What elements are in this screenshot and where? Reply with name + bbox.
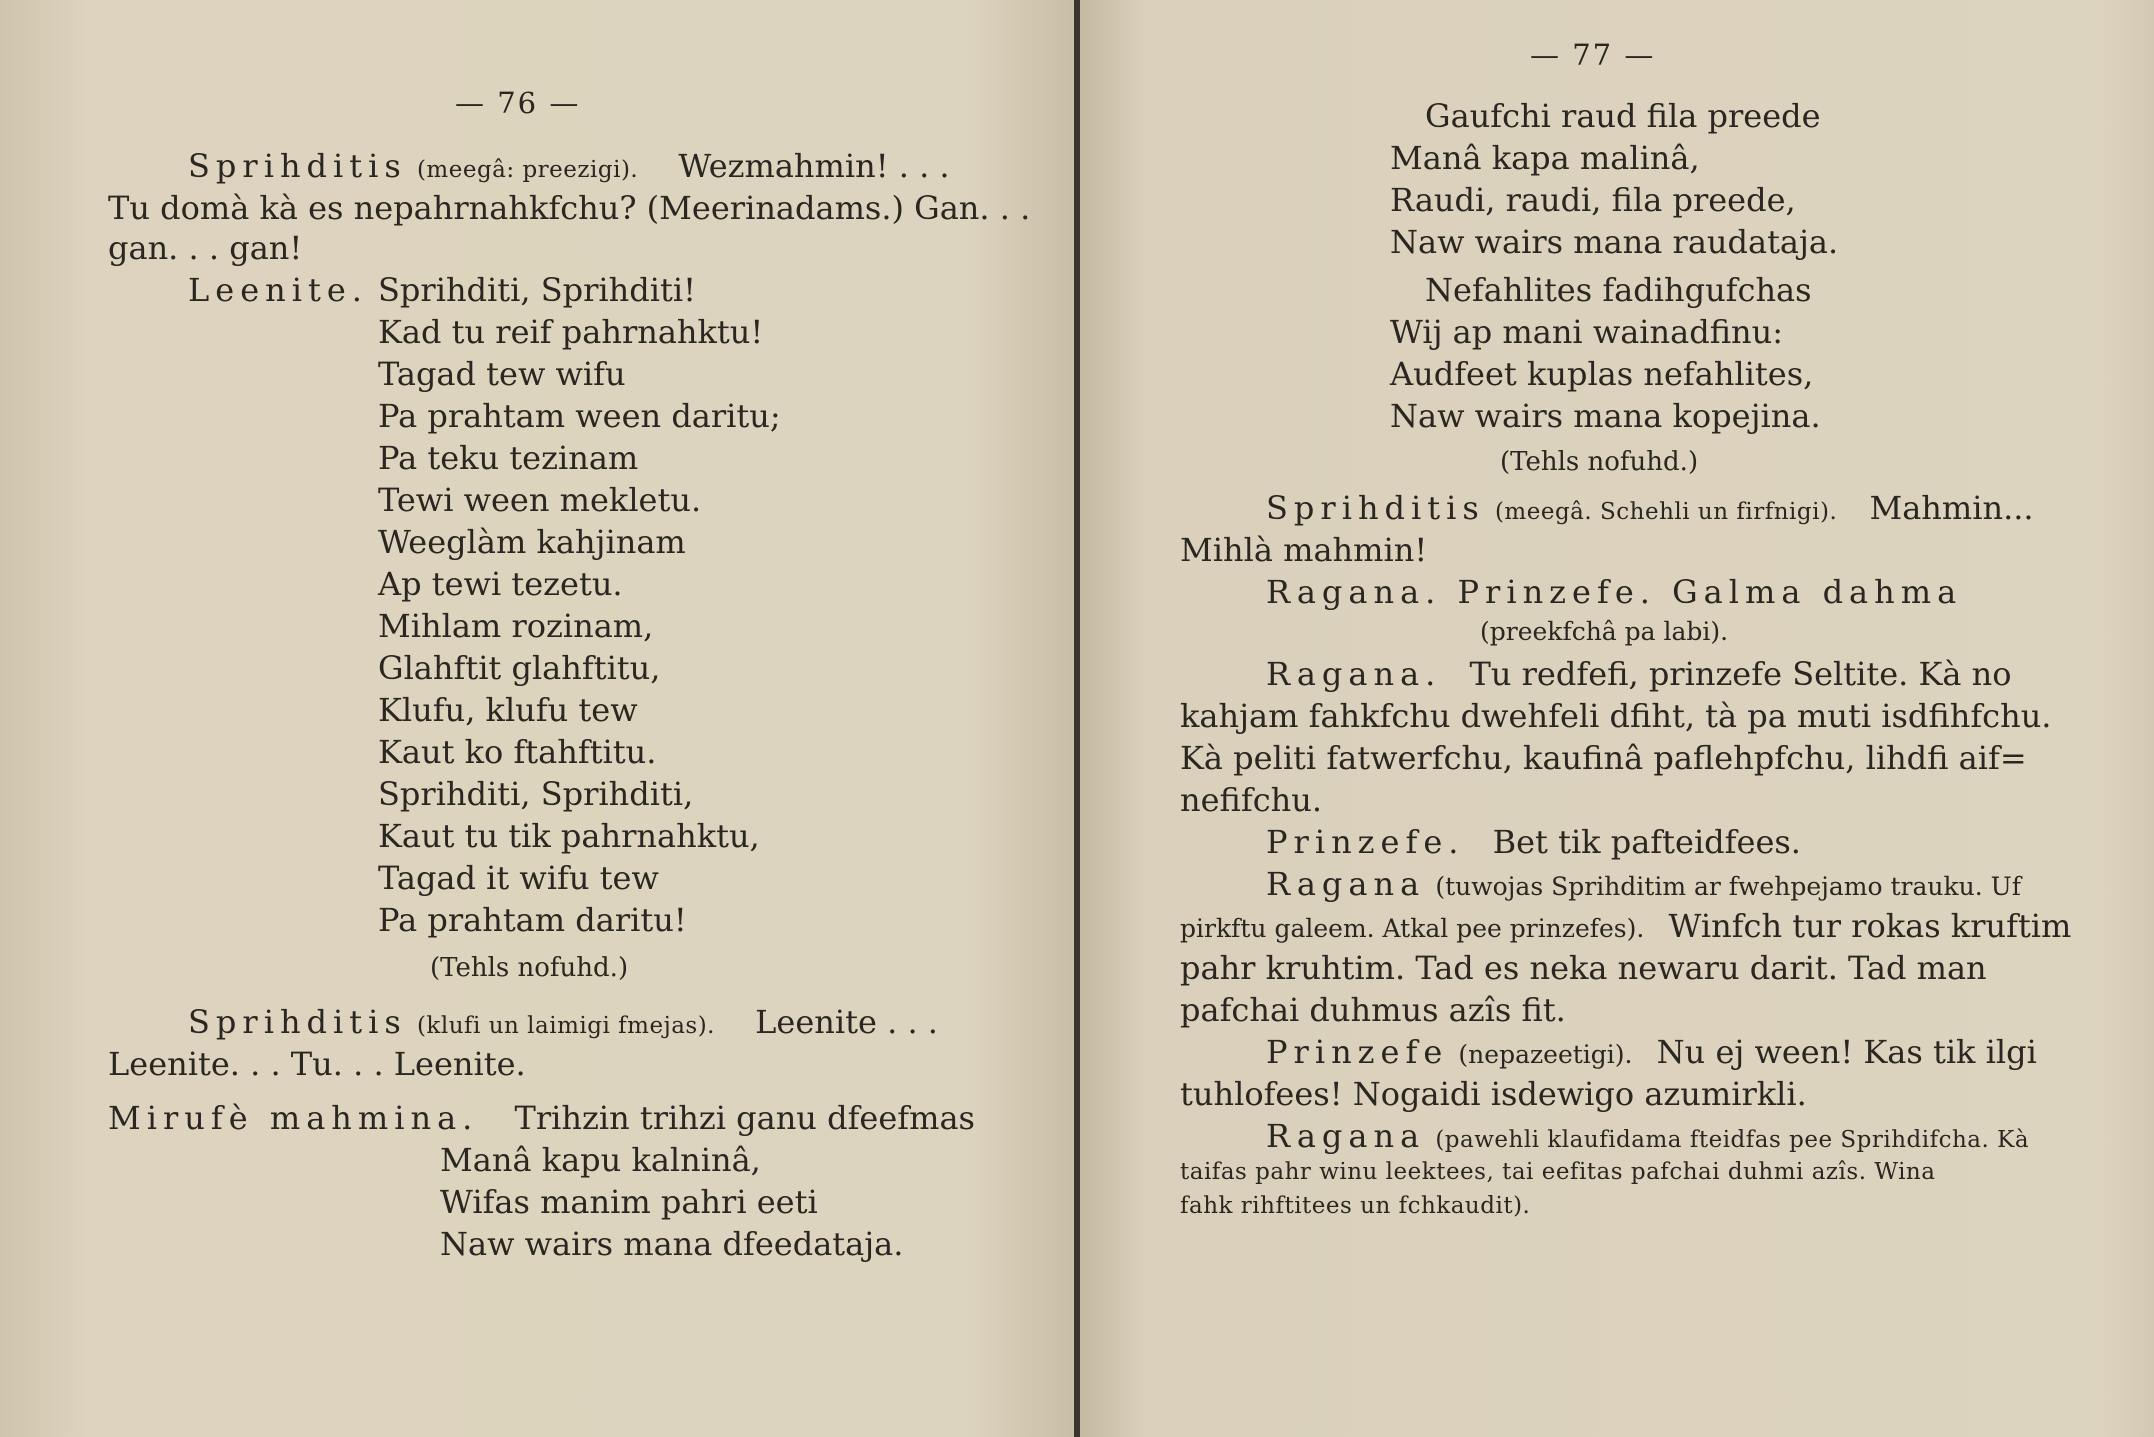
text-line	[188, 270, 368, 310]
text-line: pahr kruhtim. Tad es neka newaru darit. Tad man	[1180, 949, 1987, 987]
speaker-name: Sprihditis	[188, 147, 407, 185]
verse-line: Sprihditi, Sprihditi,	[378, 775, 694, 813]
stage-direction: (preekfchâ pa labi).	[1480, 617, 1729, 646]
verse-line: Glahftit glahftitu,	[378, 649, 661, 687]
speaker-name: Ragana	[1266, 865, 1426, 903]
stage-direction: (meegâ. Schehli un firfnigi).	[1494, 499, 1838, 525]
stage-direction: (Tehls nofuhd.)	[1500, 447, 1699, 477]
line-text: Wezmahmin! . . .	[678, 147, 950, 185]
stage-direction: (klufi un laimigi fmejas).	[416, 1013, 715, 1039]
line-text: Nu ej ween! Kas tik ilgi	[1656, 1033, 2037, 1071]
line-text: Mahmin...	[1869, 489, 2034, 527]
verse-line: Pa prahtam daritu!	[378, 901, 687, 939]
verse-line: Naw wairs mana dfeedataja.	[440, 1225, 904, 1263]
stage-direction: (Tehls nofuhd.)	[430, 953, 629, 983]
line-text: Winfch tur rokas kruftim	[1668, 907, 2072, 945]
verse-line: Manâ kapu kalninâ,	[440, 1141, 761, 1179]
text-line	[1180, 906, 2071, 949]
verse-line: Klufu, klufu tew	[378, 691, 638, 729]
text-line: gan. . . gan!	[108, 229, 303, 267]
stage-direction: pirkftu galeem. Atkal pee prinzefes).	[1180, 914, 1645, 943]
speaker-name: Prinzefe.	[1266, 823, 1465, 861]
text-line: tuhlofees! Nogaidi isdewigo azumirkli.	[1180, 1075, 1807, 1113]
text-line: Leenite. . . Tu. . . Leenite.	[108, 1045, 526, 1083]
verse-line: Wifas manim pahri eeti	[440, 1183, 818, 1221]
stage-direction: (pawehli klaufidama fteidfas pee Sprihdifcha. Kà	[1435, 1127, 2030, 1153]
verse-line: Naw wairs mana kopejina.	[1390, 397, 1821, 435]
text-line: kahjam fahkfchu dwehfeli dfiht, tà pa muti isdfihfchu.	[1180, 697, 2052, 735]
verse-line: Ap tewi tezetu.	[378, 565, 623, 603]
verse-line: Nefahlites fadihgufchas	[1425, 271, 1812, 309]
text-line	[1266, 654, 2012, 694]
line-text: Leenite . . .	[755, 1003, 938, 1041]
character-list: Ragana. Prinzefe. Galma dahma	[1266, 573, 1963, 611]
verse-line: Mihlam rozinam,	[378, 607, 654, 645]
verse-line: Weeglàm kahjinam	[378, 523, 686, 561]
text-line: pafchai duhmus azîs fit.	[1180, 991, 1566, 1029]
page-number: — 77 —	[1530, 38, 1656, 72]
text-line	[1266, 822, 1801, 862]
verse-line: Audfeet kuplas nefahlites,	[1390, 355, 1814, 393]
stage-direction: (tuwojas Sprihditim ar fwehpejamo trauku. Uf	[1435, 872, 2021, 901]
stage-direction: fahk rihftitees un fchkaudit).	[1180, 1193, 1531, 1219]
verse-line: Kad tu reif pahrnahktu!	[378, 313, 764, 351]
line-text: Bet tik pafteidfees.	[1492, 823, 1801, 861]
verse-line: Tagad it wifu tew	[378, 859, 659, 897]
text-line	[1266, 864, 2021, 907]
speaker-name: Sprihditis	[1266, 489, 1485, 527]
verse-line: Naw wairs mana raudataja.	[1390, 223, 1839, 261]
verse-line: Kaut tu tik pahrnahktu,	[378, 817, 760, 855]
text-line: Mihlà mahmin!	[1180, 531, 1428, 569]
verse-line: Pa prahtam ween daritu;	[378, 397, 781, 435]
speaker-name: Ragana.	[1266, 655, 1442, 693]
verse-line: Tagad tew wifu	[378, 355, 626, 393]
page-number: — 76 —	[455, 86, 581, 120]
left-page	[0, 0, 1074, 1437]
text-line	[108, 1098, 975, 1138]
line-text: Trihzin trihzi ganu dfeefmas	[514, 1099, 975, 1137]
verse-line: Manâ kapa malinâ,	[1390, 139, 1700, 177]
text-line: nefifchu.	[1180, 781, 1323, 819]
text-line	[188, 146, 950, 190]
speaker-name: Sprihditis	[188, 1003, 407, 1041]
line-text: Tu redfefi, prinzefe Seltite. Kà no	[1469, 655, 2012, 693]
stage-direction: (meegâ: preezigi).	[416, 157, 639, 183]
speaker-name: Mirufè mahmina.	[108, 1099, 479, 1137]
verse-line: Sprihditi, Sprihditi!	[378, 271, 696, 309]
stage-direction: (nepazeetigi).	[1458, 1040, 1633, 1069]
verse-line: Raudi, raudi, fila preede,	[1390, 181, 1796, 219]
verse-line: Pa teku tezinam	[378, 439, 639, 477]
text-line	[1266, 488, 2034, 532]
text-line	[1266, 1032, 2037, 1075]
verse-line: Wij ap mani wainadfinu:	[1390, 313, 1784, 351]
text-line: Kà peliti fatwerfchu, kaufinâ paflehpfchu, lihdfi aif=	[1180, 739, 2027, 777]
right-page	[1080, 0, 2154, 1437]
stage-direction: taifas pahr winu leektees, tai eefitas pafchai duhmi azîs. Wina	[1180, 1159, 1936, 1185]
speaker-name: Leenite.	[188, 271, 368, 309]
verse-line: Gaufchi raud fila preede	[1425, 97, 1821, 135]
text-line	[188, 1002, 938, 1046]
speaker-name: Ragana	[1266, 1117, 1426, 1155]
verse-line: Kaut ko ftahftitu.	[378, 733, 657, 771]
verse-line: Tewi ween mekletu.	[378, 481, 702, 519]
speaker-name: Prinzefe	[1266, 1033, 1449, 1071]
text-line: Tu domà kà es nepahrnahkfchu? (Meerinadams.) Gan. . .	[108, 189, 1031, 227]
